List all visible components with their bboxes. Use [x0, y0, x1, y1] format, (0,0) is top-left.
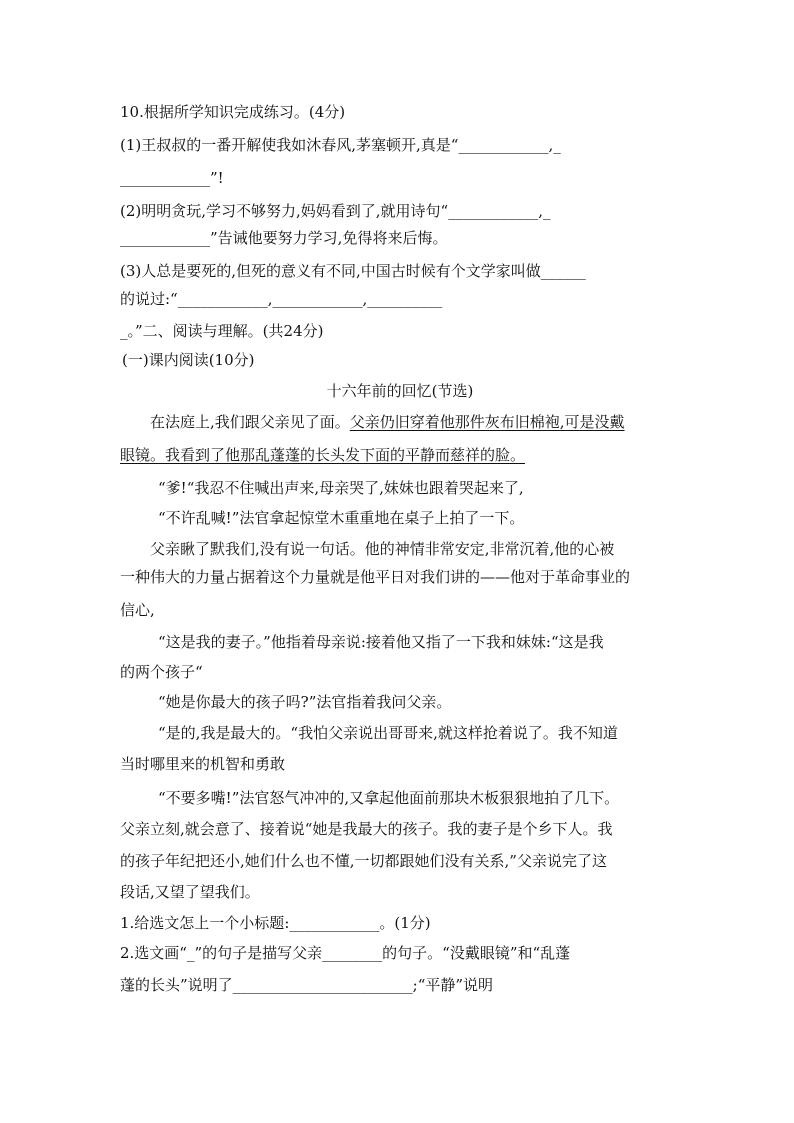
passage-line-5: 父亲瞅了默我们,没有说一句话。他的神情非常安定,非常沉着,他的心被: [150, 540, 615, 558]
question-10-part3-line2: 的说过:“____________,____________,__________: [120, 290, 443, 308]
passage-line-9: 的两个孩子“: [120, 663, 203, 681]
question-10-part3-line3: _。”二、阅读与理解。(共24分): [120, 322, 324, 340]
question-10-part1-line1: (1)王叔叔的一番开解使我如沐春风,茅塞顿开,真是“____________,_: [120, 136, 561, 154]
passage-line-1: [150, 412, 680, 432]
question-10-title: 10.根据所学知识完成练习。(4分): [120, 103, 346, 121]
passage-line-14: 父亲立刻,就会意了、接着说“她是我最大的孩子。我的妻子是个乡下人。我: [120, 820, 613, 838]
passage-line-13: “不要多嘴!”法官怒气冲冲的,又拿起他面前那块木板狠狠地拍了几下。: [158, 789, 620, 807]
underlined-sentence-part1: 父亲仍旧穿着他那件灰布旧棉袍,可是没戴: [349, 413, 625, 431]
question-10-part1-line2: ____________”!: [120, 169, 224, 187]
passage-line-7: 信心,: [120, 601, 155, 619]
passage-line-12: 当时哪里来的机智和勇敢: [120, 755, 286, 773]
question-2-line2: 蓬的长头”说明了________________________;“平静”说明: [120, 976, 494, 994]
section-heading: (一)课内阅读(10分): [122, 351, 255, 369]
underlined-sentence-part2: 眼镜。我看到了他那乱蓬蓬的长头发下面的平静而慈祥的脸。: [120, 446, 526, 464]
passage-line-8: “这是我的妻子。”他指着母亲说:接着他又指了一下我和妹妹:“这是我: [158, 633, 604, 651]
passage-line-4: “不许乱喊!”法官拿起惊堂木重重地在桌子上拍了一下。: [158, 509, 525, 527]
passage-line-1-plain: 在法庭上,我们跟父亲见了面。: [150, 413, 350, 431]
question-10-part2-line2: ____________”告诫他要努力学习,免得将来后悔。: [120, 229, 448, 247]
passage-line-11: “是的,我是最大的。“我怕父亲说出哥哥来,就这样抢着说了。我不知道: [158, 724, 618, 742]
passage-line-15: 的孩子年纪把还小,她们什么也不懂,一切都跟她们没有关系,”父亲说完了这: [120, 852, 607, 870]
question-1: 1.给选文怎上一个小标题:____________。(1分): [120, 914, 431, 932]
passage-line-16: 段话,又望了望我们。: [120, 883, 260, 901]
passage-line-6: 一种伟大的力量占据着这个力量就是他平日对我们讲的——他对于革命事业的: [120, 568, 631, 586]
question-10-part3-line1: (3)人总是要死的,但死的意义有不同,中国古时候有个文学家叫做______: [120, 262, 586, 280]
passage-title: 十六年前的回忆(节选): [326, 382, 474, 400]
passage-line-10: “她是你最大的孩子吗?”法官指着我问父亲。: [158, 693, 452, 711]
passage-line-2: [120, 445, 680, 465]
question-2-line1: 2.选文画“_”的句子是描写父亲________的句子。“没戴眼镜”和“乱蓬: [120, 944, 571, 962]
question-10-part2-line1: (2)明明贪玩,学习不够努力,妈妈看到了,就用诗句“____________,_: [120, 202, 551, 220]
passage-line-3: “爹!“我忍不住喊出声来,母亲哭了,妹妹也跟着哭起来了,: [158, 479, 524, 497]
